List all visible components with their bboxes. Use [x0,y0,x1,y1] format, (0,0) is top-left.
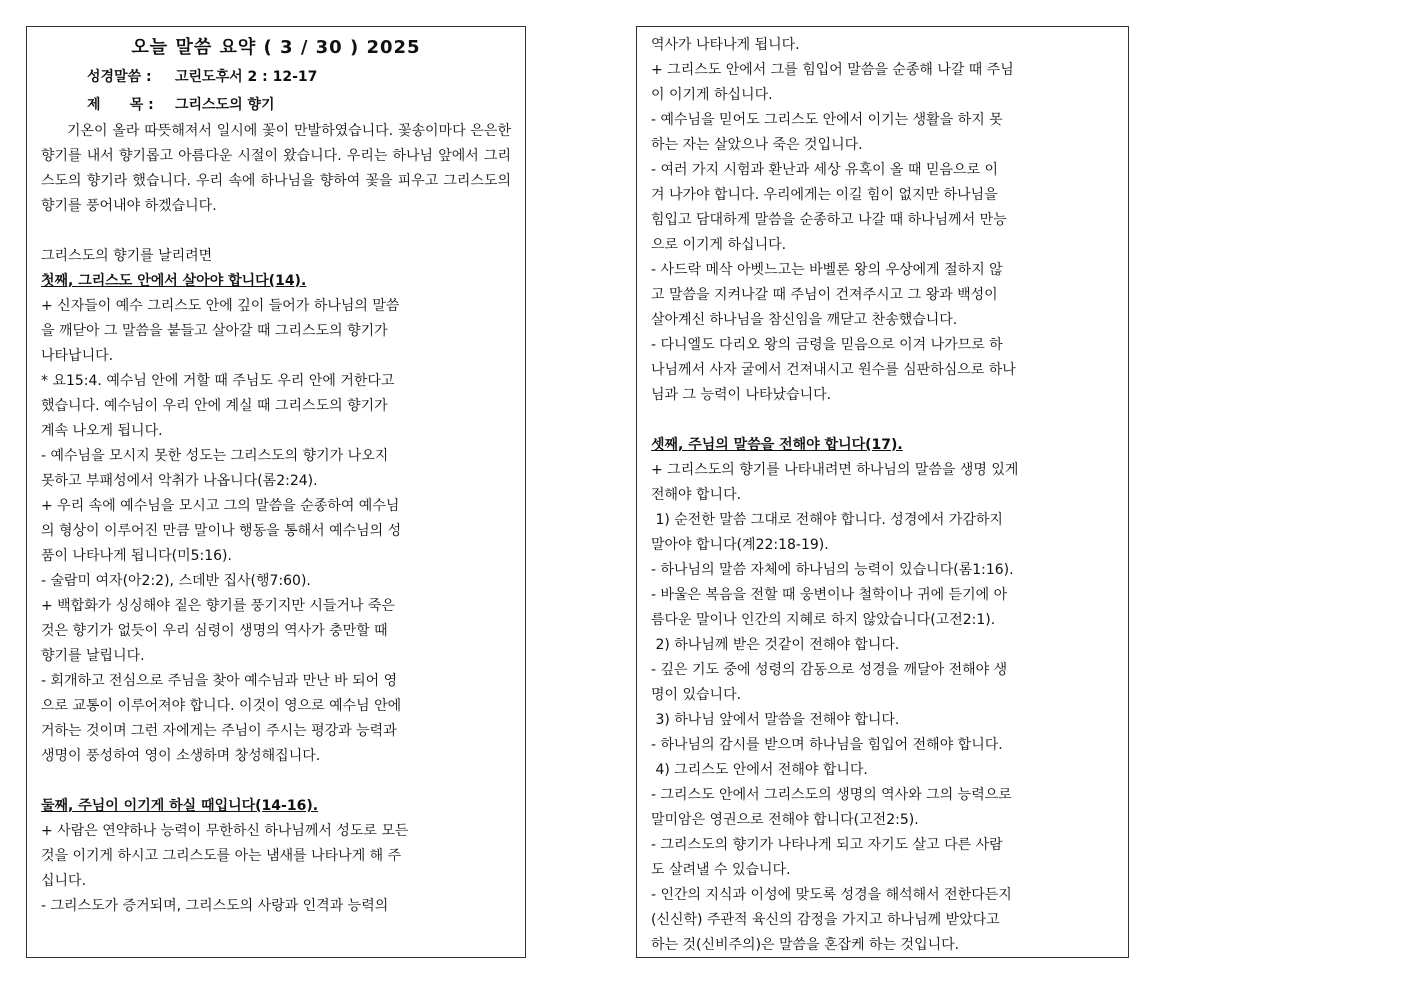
left-body-line: - 그리스도가 증거되며, 그리스도의 사랑과 인격과 능력의 [41,898,389,914]
subject-line [41,91,511,119]
right-body-line: + 그리스도 안에서 그를 힘입어 말씀을 순종해 나갈 때 주님 [651,62,1014,78]
sermon-summary-right-column [636,26,1129,958]
right-body-line: 4) 그리스도 안에서 전해야 합니다. [651,762,868,778]
right-body-line: (신신학) 주관적 육신의 감정을 가지고 하나님께 받았다고 [651,912,1000,928]
left-body-line: 십니다. [41,873,87,889]
document-title: 오늘 말씀 요약 ( 3 / 30 ) 2025 [131,37,421,58]
right-body-line: 2) 하나님께 받은 것같이 전해야 합니다. [651,637,900,653]
right-body-lines [651,33,1114,958]
left-body-section-heading: 첫째, 그리스도 안에서 살아야 합니다(14). [41,273,307,289]
right-body-line: 겨 나가야 합니다. 우리에게는 이길 힘이 없지만 하나님을 [651,187,998,203]
right-body-line: - 바울은 복음을 전할 때 웅변이나 철학이나 귀에 듣기에 아 [651,587,1008,603]
left-body-line: 거하는 것이며 그런 자에게는 주님이 주시는 평강과 능력과 [41,723,397,739]
right-body-line: 살아계신 하나님을 참신임을 깨닫고 찬송했습니다. [651,312,958,328]
left-body-section-heading: 둘째, 주님이 이기게 하실 때입니다(14-16). [41,798,319,814]
right-body-line: - 다니엘도 다리오 왕의 금령을 믿음으로 이겨 나가므로 하 [651,337,1003,353]
right-body-line: 님과 그 능력이 나타났습니다. [651,387,832,403]
right-body-line: + 그리스도의 향기를 나타내려면 하나님의 말씀을 생명 있게 [651,462,1019,478]
right-body-line: 으로 이기게 하십니다. [651,237,787,253]
left-body-line: 으로 교통이 이루어져야 합니다. 이것이 영으로 예수님 안에 [41,698,402,714]
left-body-line: 을 깨닫아 그 말씀을 붙들고 살아갈 때 그리스도의 향기가 [41,323,388,339]
left-body-line: 했습니다. 예수님이 우리 안에 계실 때 그리스도의 향기가 [41,398,388,414]
left-body-line: * 요15:4. 예수님 안에 거할 때 주님도 우리 안에 거한다고 [41,373,395,389]
right-body-line: 힘입고 담대하게 말씀을 순종하고 나갈 때 하나님께서 만능 [651,212,1007,228]
left-body-line: 나타납니다. [41,348,114,364]
scripture-line [41,63,511,91]
left-body-line: - 술람미 여자(아2:2), 스데반 집사(행7:60). [41,573,311,589]
left-body-line: 계속 나오게 됩니다. [41,423,163,439]
subject-value: 그리스도의 향기 [175,97,275,113]
right-body-line: 나님께서 사자 굴에서 건져내시고 원수를 심판하심으로 하나 [651,362,1016,378]
right-body-line: 고 말씀을 지켜나갈 때 주님이 건져주시고 그 왕과 백성이 [651,287,998,303]
left-body-line: 품이 나타나게 됩니다(미5:16). [41,548,232,564]
right-body-line: 말미암은 영권으로 전해야 합니다(고전2:5). [651,812,919,828]
left-body-line: - 회개하고 전심으로 주님을 찾아 예수님과 만난 바 되어 영 [41,673,398,689]
right-body-line: - 예수님을 믿어도 그리스도 안에서 이기는 생활을 하지 못 [651,112,1003,128]
right-body-line: 역사가 나타나게 됩니다. [651,37,800,53]
right-body-line: - 사드락 메삭 아벳느고는 바벨론 왕의 우상에게 절하지 않 [651,262,1003,278]
right-body-line: 명이 있습니다. [651,687,742,703]
left-body-line [41,219,511,244]
scripture-label: 성경말씀 : [87,69,152,85]
left-body-line [41,769,511,794]
left-body-line: - 예수님을 모시지 못한 성도는 그리스도의 향기가 나오지 [41,448,389,464]
right-body-line: - 하나님의 말씀 자체에 하나님의 능력이 있습니다(롬1:16). [651,562,1014,578]
left-body-line: + 우리 속에 예수님을 모시고 그의 말씀을 순종하여 예수님 [41,498,400,514]
right-body-line: 1) 순전한 말씀 그대로 전해야 합니다. 성경에서 가감하지 [651,512,1003,528]
right-body-line: - 하나님의 감시를 받으며 하나님을 힘입어 전해야 합니다. [651,737,1003,753]
right-body-line: 3) 하나님 앞에서 말씀을 전해야 합니다. [651,712,900,728]
right-body-line: - 깊은 기도 중에 성령의 감동으로 성경을 깨달아 전해야 생 [651,662,1008,678]
right-body-section-heading: 셋째, 주님의 말씀을 전해야 합니다(17). [651,437,903,453]
left-body-line: 것은 향기가 없듯이 우리 심령이 생명의 역사가 충만할 때 [41,623,388,639]
scripture-value: 고린도후서 2 : 12-17 [175,69,318,85]
left-body-line: 것을 이기게 하시고 그리스도를 아는 냄새를 나타나게 해 주 [41,848,402,864]
left-body-line: 못하고 부패성에서 악취가 나옵니다(롬2:24). [41,473,318,489]
left-body-line: 그리스도의 향기를 날리려면 [41,248,213,264]
left-body-line: + 백합화가 싱싱해야 짙은 향기를 풍기지만 시들거나 죽은 [41,598,395,614]
sermon-summary-left-column [26,26,526,958]
right-body-line: 전해야 합니다. [651,487,742,503]
left-body-line: 생명이 풍성하여 영이 소생하며 창성해집니다. [41,748,321,764]
subject-label: 제 목 : [87,97,154,113]
right-body-line: 름다운 말이나 인간의 지혜로 하지 않았습니다(고전2:1). [651,612,996,628]
left-body-lines [41,219,511,919]
left-body-line: + 신자들이 예수 그리스도 안에 깊이 들어가 하나님의 말씀 [41,298,400,314]
right-body-line: - 여러 가지 시험과 환난과 세상 유혹이 올 때 믿음으로 이 [651,162,999,178]
left-body-line: 향기를 날립니다. [41,648,145,664]
right-body-line: - 그리스도 안에서 그리스도의 생명의 역사와 그의 능력으로 [651,787,1012,803]
left-body-line: 의 형상이 이루어진 만큼 말이나 행동을 통해서 예수님의 성 [41,523,402,539]
right-body-line: 이 이기게 하십니다. [651,87,773,103]
right-body-line: 도 살려낼 수 있습니다. [651,862,791,878]
left-body-line: + 사람은 연약하나 능력이 무한하신 하나님께서 성도로 모든 [41,823,409,839]
right-body-line: 하는 자는 살았으나 죽은 것입니다. [651,137,863,153]
right-body-line: - 인간의 지식과 이성에 맞도록 성경을 해석해서 전한다든지 [651,887,1012,903]
right-body-line: 말아야 합니다(계22:18-19). [651,537,829,553]
intro-paragraph: 기온이 올라 따뜻해져서 일시에 꽃이 만발하였습니다. 꽃송이마다 은은한 향기를 내서 향기롭고 아름다운 시절이 왔습니다. 우리는 하나님 앞에서 그리스도의 향기라 했습니다. 우리 속에 하나님을 향하여 꽃을 피우고 그리스도의 향기를 풍어내야 하겠습니다. [41,123,511,214]
right-body-line [651,408,1114,433]
right-body-line: - 그리스도의 향기가 나타나게 되고 자기도 살고 다른 사람 [651,837,1003,853]
right-body-line: 하는 것(신비주의)은 말씀을 혼잡케 하는 것입니다. [651,937,960,953]
